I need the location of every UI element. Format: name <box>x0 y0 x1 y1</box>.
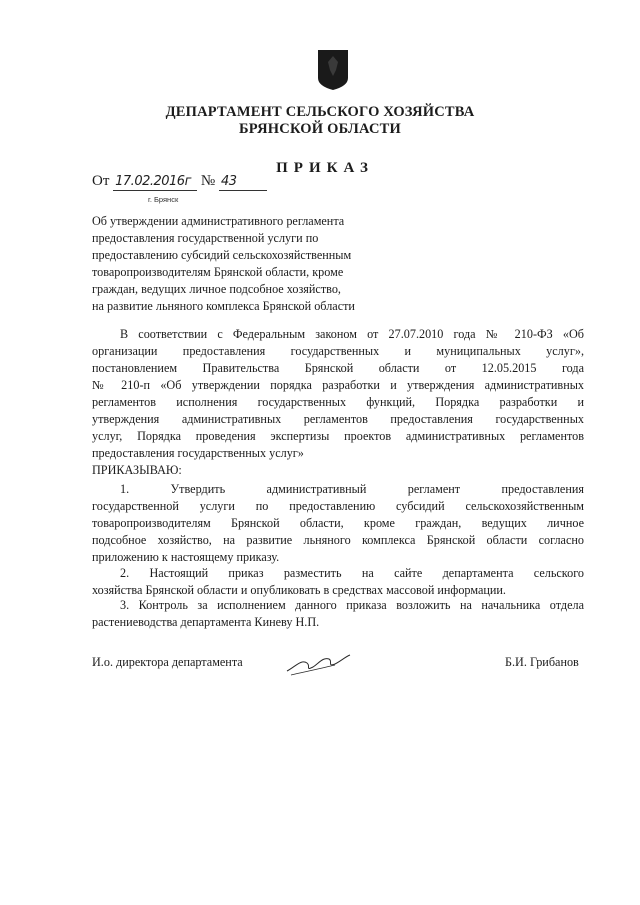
preamble-paragraph <box>92 326 584 479</box>
subject-line: предоставлению субсидий сельскохозяйственным <box>92 248 352 262</box>
order-item-3 <box>92 597 584 631</box>
item-2-line: 2. Настоящий приказ разместить на сайте департамента сельского <box>120 566 584 580</box>
subject-line: товаропроизводителям Брянской области, кроме <box>92 265 344 279</box>
order-item-1 <box>92 481 584 566</box>
subject-line: граждан, ведущих личное подсобное хозяйство, <box>92 282 341 296</box>
item-3-line: растениеводства департамента Киневу Н.П. <box>92 615 320 629</box>
signatory-title: И.о. директора департамента <box>92 655 243 669</box>
preamble-line: постановлением Правительства Брянской области от 12.05.2015 года <box>92 361 584 375</box>
coat-of-arms-emblem <box>318 50 348 90</box>
signatory-name: Б.И. Грибанов <box>505 655 579 669</box>
order-word: ПРИКАЗЫВАЮ: <box>92 463 182 477</box>
handwritten-signature <box>283 645 353 679</box>
preamble-line: предоставления государственных услуг» <box>92 446 304 460</box>
order-item-2 <box>92 565 584 599</box>
handwritten-number: 43 <box>219 174 267 191</box>
order-subject <box>92 213 398 315</box>
department-name-line-1: ДЕПАРТАМЕНТ СЕЛЬСКОГО ХОЗЯЙСТВА <box>165 104 475 120</box>
item-2-line: хозяйства Брянской области и опубликовать в средствах массовой информации. <box>92 583 506 597</box>
preamble-line: № 210-п «Об утверждении порядка разработки и утверждения административных <box>92 378 584 392</box>
number-prefix: № <box>200 173 216 189</box>
order-title: ПРИКАЗ <box>276 160 374 176</box>
preamble-line: услуг, Порядка проведения экспертизы проектов административных регламентов <box>92 429 584 443</box>
preamble-line: В соответствии с Федеральным законом от 27.07.2010 года № 210-ФЗ «Об <box>120 327 584 341</box>
item-1-line: приложению к настоящему приказу. <box>92 550 280 564</box>
preamble-line: регламентов исполнения государственных функций, Порядка разработки и <box>92 395 584 409</box>
item-1-line: 1. Утвердить административный регламент предоставления <box>120 482 584 496</box>
item-1-line: товаропроизводителям Брянской области, кроме граждан, ведущих личное <box>92 516 584 530</box>
date-prefix: От <box>92 173 110 189</box>
preamble-line: утверждения административных регламентов предоставления государственных <box>92 412 584 426</box>
department-name-line-2: БРЯНСКОЙ ОБЛАСТИ <box>239 121 401 137</box>
subject-line: предоставления государственной услуги по <box>92 231 319 245</box>
item-3-line: 3. Контроль за исполнением данного приказа возложить на начальника отдела <box>120 598 584 612</box>
order-date-number-line <box>92 173 267 191</box>
subject-line: Об утверждении административного регламента <box>92 214 345 228</box>
item-1-line: подсобное хозяйство, на развитие льняного комплекса Брянской области согласно <box>92 533 584 547</box>
item-1-line: государственной услуги по предоставлению субсидий сельскохозяйственным <box>92 499 584 513</box>
handwritten-date: 17.02.2016г <box>113 174 197 191</box>
preamble-line: организации предоставления государственных и муниципальных услуг», <box>92 344 584 358</box>
subject-line: на развитие льняного комплекса Брянской области <box>92 299 355 313</box>
city-label: г. Брянск <box>148 195 179 204</box>
